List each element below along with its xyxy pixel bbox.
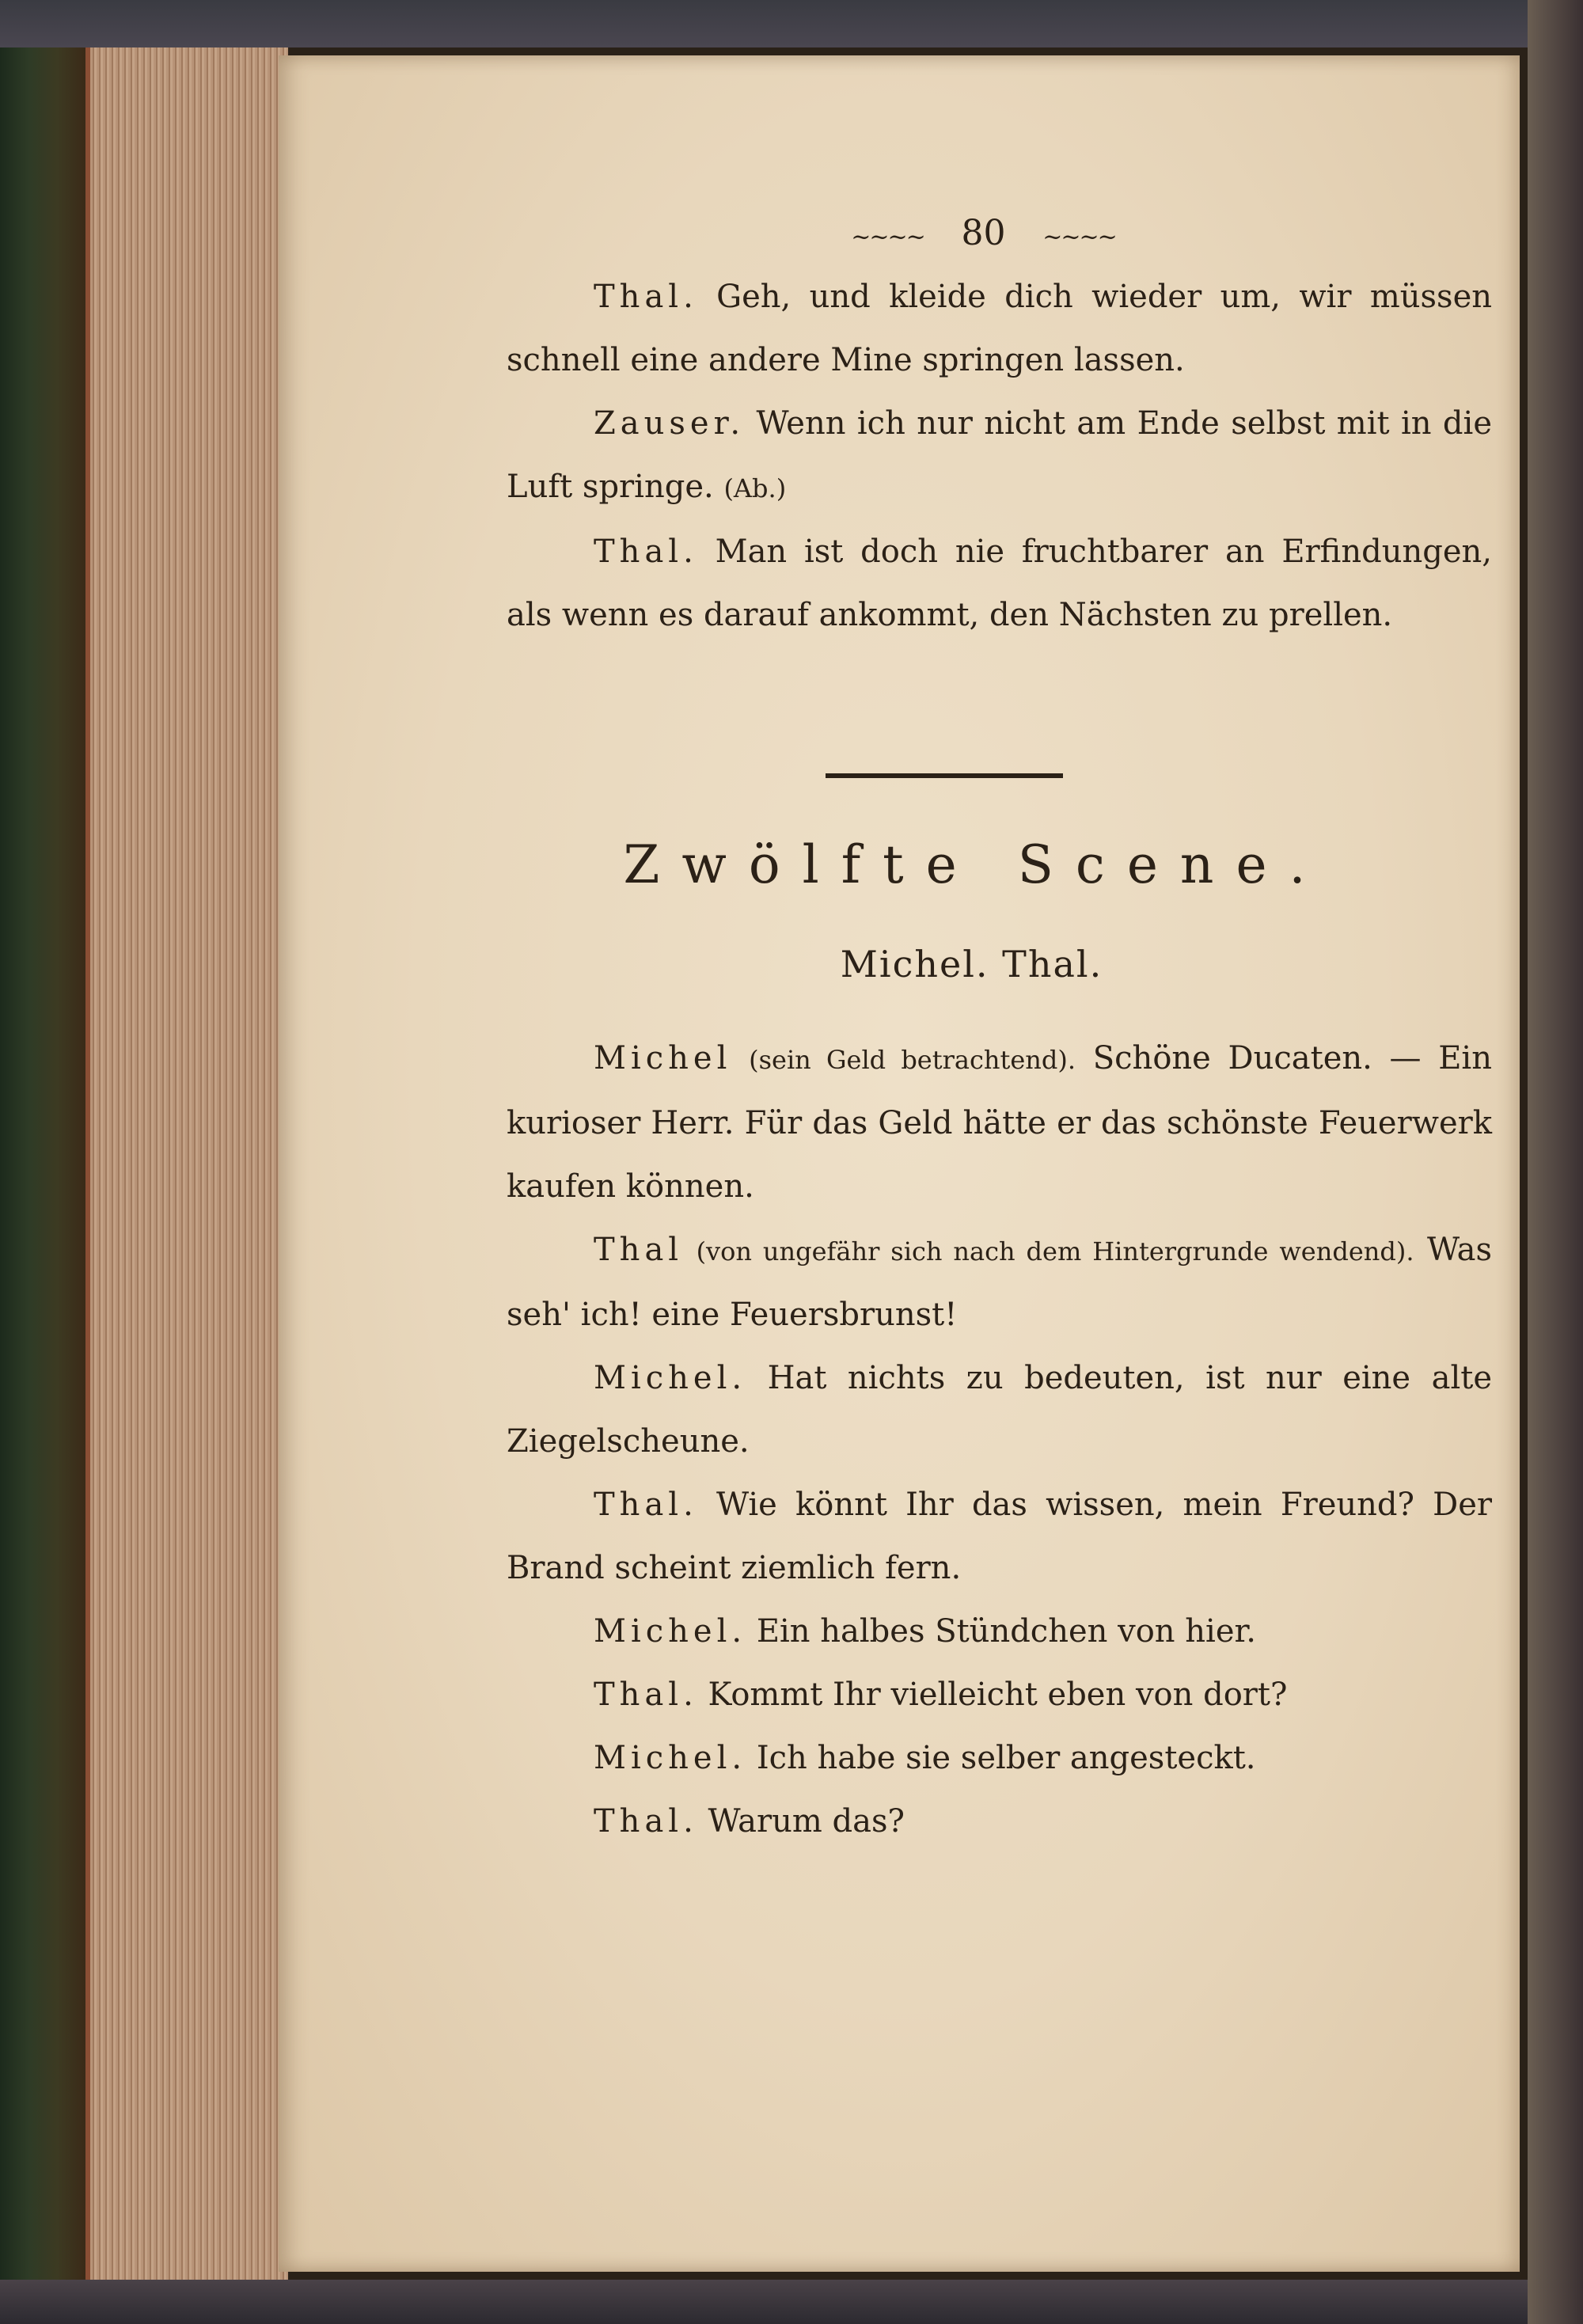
scene-cast: Michel. Thal. — [840, 943, 1103, 985]
dialogue-text: Wenn ich nur nicht am Ende selbst mit in die Luft springe. — [507, 405, 1492, 505]
book-cover-right — [1528, 0, 1583, 2324]
dialogue-line — [507, 392, 1492, 520]
book-cover-left — [0, 0, 95, 2324]
book-cover-top — [0, 0, 1583, 47]
speaker-name: Michel — [594, 1040, 732, 1077]
dialogue-line — [507, 1218, 1492, 1346]
dialogue-text: Was seh' ich! eine Feuersbrunst! — [507, 1232, 1493, 1333]
dialogue-line — [507, 265, 1492, 392]
speaker-name: Michel. — [594, 1360, 747, 1396]
speaker-name: Thal. — [594, 1487, 698, 1523]
dialogue-text: Kommt Ihr vielleicht eben von dort? — [708, 1677, 1288, 1713]
section-divider — [826, 773, 1063, 778]
dialogue-text: Schöne Ducaten. — Ein kurioser Herr. Für das Geld hätte er das schönste Feuerwerk kaufen können. — [507, 1040, 1492, 1205]
speaker-name: Michel. — [594, 1740, 747, 1776]
book-cover-bottom — [0, 2280, 1583, 2324]
stage-direction: (Ab.) — [723, 473, 787, 503]
stage-direction: (von ungefähr sich nach dem Hintergrunde wendend). — [696, 1236, 1414, 1266]
speaker-name: Zauser. — [594, 405, 746, 442]
dialogue-line — [507, 1726, 1492, 1790]
speaker-name: Thal — [594, 1232, 684, 1268]
dialogue-line — [507, 1027, 1492, 1218]
stage-direction: (sein Geld betrachtend). — [749, 1045, 1076, 1075]
dialogue-line — [507, 1600, 1492, 1663]
dialogue-text: Warum das? — [708, 1803, 905, 1840]
speaker-name: Michel. — [594, 1613, 747, 1650]
dialogue-line — [507, 520, 1492, 647]
dialogue-text: Ein halbes Stündchen von hier. — [756, 1613, 1256, 1650]
speaker-name: Thal. — [594, 1803, 698, 1840]
dialogue-text: Hat nichts zu bedeuten, ist nur eine alte Ziegelscheune. — [507, 1360, 1493, 1460]
header-ornament-left: ~~~~ — [851, 223, 924, 251]
speaker-name: Thal. — [594, 1677, 698, 1713]
page-text — [507, 202, 1492, 1853]
speaker-name: Thal. — [594, 534, 698, 570]
header-ornament-right: ~~~~ — [1042, 223, 1116, 251]
dialogue-line — [507, 1346, 1492, 1473]
dialogue-text: Wie könnt Ihr das wissen, mein Freund? Der Brand scheint ziemlich fern. — [507, 1487, 1492, 1586]
scene-title: Zwölfte Scene. — [623, 834, 1328, 895]
dialogue-line — [507, 1790, 1492, 1853]
dialogue-line — [507, 1473, 1492, 1600]
speaker-name: Thal. — [594, 279, 698, 315]
page-header — [475, 202, 1492, 265]
page-edges — [85, 47, 288, 2280]
dialogue-line — [507, 1663, 1492, 1726]
page-number: 80 — [961, 213, 1006, 253]
dialogue-text: Man ist doch nie fruchtbarer an Erfindungen, als wenn es darauf ankommt, den Nächsten zu prellen. — [507, 534, 1493, 633]
dialogue-text: Geh, und kleide dich wieder um, wir müssen schnell eine andere Mine springen lassen. — [507, 279, 1492, 378]
dialogue-text: Ich habe sie selber angesteckt. — [756, 1740, 1256, 1776]
